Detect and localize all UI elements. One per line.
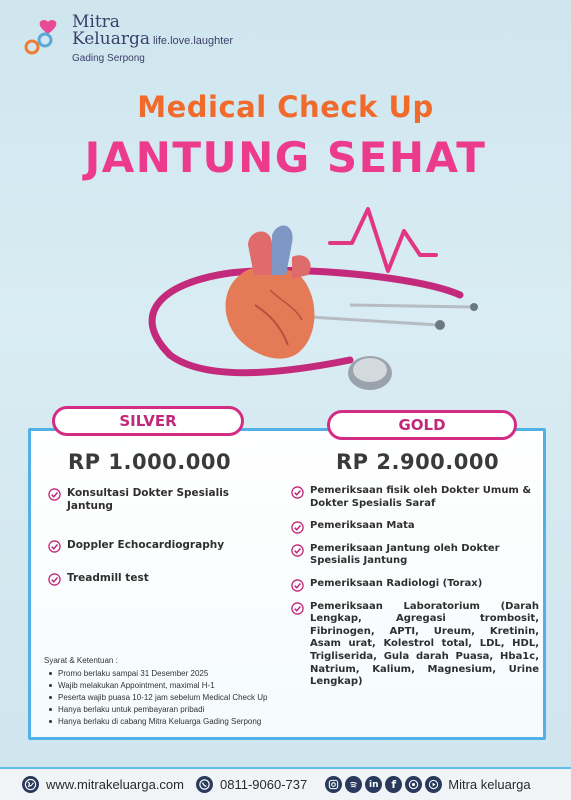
whatsapp-link[interactable] bbox=[196, 776, 307, 793]
headline-jantung-sehat: JANTUNG SEHAT bbox=[84, 133, 487, 182]
list-item: Konsultasi Dokter Spesialis Jantung bbox=[46, 487, 276, 513]
social-name: Mitra keluarga bbox=[448, 777, 531, 792]
chrome-icon[interactable] bbox=[405, 776, 422, 793]
check-circle-icon bbox=[291, 521, 304, 534]
check-circle-icon bbox=[291, 544, 304, 557]
list-item: Hanya berlaku untuk pembayaran pribadi bbox=[44, 704, 284, 716]
terms-heading: Syarat & Ketentuan : bbox=[44, 656, 118, 665]
check-circle-icon bbox=[291, 579, 304, 592]
list-item: Wajib melakukan Appointment, maximal H-1 bbox=[44, 680, 284, 692]
whatsapp-number: 0811-9060-737 bbox=[220, 777, 308, 792]
list-item: Pemeriksaan fisik oleh Dokter Umum & Dokter Spesialis Saraf bbox=[289, 485, 539, 510]
list-item: Pemeriksaan Radiologi (Torax) bbox=[289, 578, 539, 591]
heart-stethoscope-illustration bbox=[120, 195, 520, 410]
brand-name-line2: Keluarga bbox=[72, 29, 150, 49]
footer-bar bbox=[0, 767, 571, 800]
gold-price: RP 2.900.000 bbox=[336, 450, 500, 474]
check-circle-icon bbox=[48, 488, 61, 501]
silver-package-label: SILVER bbox=[52, 406, 244, 436]
social-icons bbox=[325, 776, 442, 793]
check-circle-icon bbox=[48, 573, 61, 586]
silver-price: RP 1.000.000 bbox=[68, 450, 232, 474]
website-link[interactable] bbox=[22, 776, 184, 793]
branch-name: Gading Serpong bbox=[72, 53, 145, 64]
mitra-keluarga-logo-icon bbox=[18, 14, 66, 62]
gold-package-label: GOLD bbox=[327, 410, 517, 440]
website-text: www.mitrakeluarga.com bbox=[46, 777, 184, 792]
spotify-icon[interactable] bbox=[345, 776, 362, 793]
list-item: Doppler Echocardiography bbox=[46, 539, 276, 552]
gold-item-list bbox=[289, 485, 539, 699]
ecg-line-icon bbox=[330, 209, 436, 271]
instagram-icon[interactable] bbox=[325, 776, 342, 793]
list-item: Hanya berlaku di cabang Mitra Keluarga Gading Serpong bbox=[44, 716, 284, 728]
list-item: Promo berlaku sampai 31 Desember 2025 bbox=[44, 668, 284, 680]
list-item: Pemeriksaan Jantung oleh Dokter Spesialis Jantung bbox=[289, 543, 539, 568]
facebook-icon[interactable]: f bbox=[385, 776, 402, 793]
check-circle-icon bbox=[291, 602, 304, 615]
linkedin-icon[interactable]: in bbox=[365, 776, 382, 793]
play-icon[interactable] bbox=[425, 776, 442, 793]
brand-name-line1: Mitra bbox=[72, 12, 120, 32]
check-circle-icon bbox=[48, 540, 61, 553]
brand-tagline: life.love.laughter bbox=[152, 35, 234, 47]
check-circle-icon bbox=[291, 486, 304, 499]
list-item: Peserta wajib puasa 10-12 jam sebelum Medical Check Up bbox=[44, 692, 284, 704]
silver-item-list bbox=[46, 487, 276, 585]
list-item: Pemeriksaan Mata bbox=[289, 520, 539, 533]
terms-and-conditions bbox=[44, 656, 284, 728]
list-item: Treadmill test bbox=[46, 572, 276, 585]
whatsapp-icon bbox=[196, 776, 213, 793]
globe-icon bbox=[22, 776, 39, 793]
brand-logo bbox=[18, 14, 233, 64]
headline-medical-check-up: Medical Check Up bbox=[137, 90, 434, 124]
list-item: Pemeriksaan Laboratorium (Darah Lengkap, Agregasi trombosit, Fibrinogen, APTI, Ureum, Kretinin, Asam urat, Kolestrol total, LDL, HDL, Trigliserida, Gula darah Puasa, Hba1c, Natrium, Kalium, Magnesium, Urine Lengkap) bbox=[289, 601, 539, 689]
